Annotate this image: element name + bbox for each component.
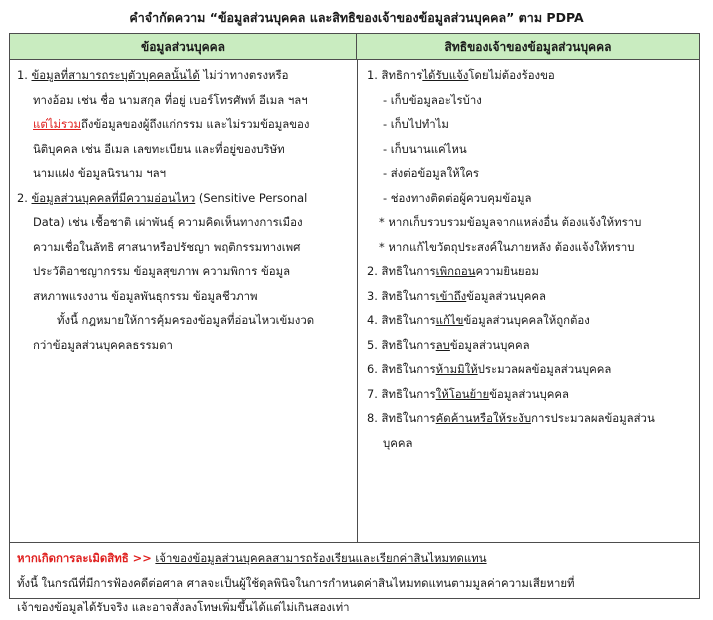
item-1-line-2: ทางอ้อม เช่น ชื่อ นามสกุล ที่อยู่ เบอร์โทรศัพท์ อีเมล ฯลฯ: [33, 92, 308, 107]
item-1-text: ไม่ว่าทางตรงหรือ: [199, 68, 289, 82]
right-5-suffix: ข้อมูลส่วนบุคคล: [449, 337, 530, 352]
right-2-suffix: ความยินยอม: [475, 264, 539, 278]
right-7-keyword: ให้โอนย้าย: [435, 386, 490, 401]
right-2: [367, 259, 695, 284]
right-1-note-1: * หากเก็บรวบรวมข้อมูลจากแหล่งอื่น ต้องแจ้งให้ทราบ: [379, 215, 642, 229]
item-2-line-4: ประวัติอาชญากรรม ข้อมูลสุขภาพ ความพิการ ข้อมูล: [33, 264, 291, 278]
right-1-suffix: โดยไม่ต้องร้องขอ: [468, 68, 555, 82]
right-2-prefix: 2. สิทธิในการ: [367, 264, 436, 278]
right-6: [367, 357, 695, 382]
right-5-prefix: 5. สิทธิในการ: [367, 337, 436, 352]
pdpa-table: [9, 33, 700, 614]
footer-divider: [10, 542, 699, 543]
exclusion-label: แต่ไม่รวม: [33, 117, 81, 131]
column-divider: [357, 60, 358, 542]
footer-line-3: เจ้าของข้อมูลได้รับจริง และอาจสั่งลงโทษเพิ่มขึ้นได้แต่ไม่เกินสองเท่า: [17, 600, 350, 614]
item-1-line-5: นามแฝง ข้อมูลนิรนาม ฯลฯ: [33, 166, 166, 180]
right-4-prefix: 4. สิทธิในการ: [367, 313, 436, 327]
right-6-prefix: 6. สิทธิในการ: [367, 362, 436, 376]
right-6-keyword: ห้ามมิให้: [435, 362, 478, 376]
right-1-note-2: * หากแก้ไขวัตถุประสงค์ในภายหลัง ต้องแจ้งให้ทราบ: [379, 239, 635, 254]
item-2-text: (Sensitive Personal: [195, 190, 308, 205]
exclusion-text: ถึงข้อมูลของผู้ถึงแก่กรรม และไม่รวมข้อมูลของ: [81, 117, 310, 131]
right-1-sub-5: - ช่องทางติดต่อผู้ควบคุมข้อมูล: [383, 190, 532, 205]
right-7-prefix: 7. สิทธิในการ: [367, 386, 436, 401]
right-8-prefix: 8. สิทธิในการ: [367, 411, 436, 425]
right-3-prefix: 3. สิทธิในการ: [367, 288, 436, 303]
right-5-keyword: ลบ: [435, 337, 450, 352]
right-8-line-2: บุคคล: [383, 435, 413, 450]
item-2-line-3: ความเชื่อในลัทธิ ศาสนาหรือปรัชญา พฤติกรรมทางเพศ: [33, 239, 301, 254]
header-data-owner-rights: สิทธิของเจ้าของข้อมูลส่วนบุคคล: [357, 34, 699, 60]
right-4-suffix: ข้อมูลส่วนบุคคลให้ถูกต้อง: [463, 313, 590, 327]
right-1-sub-3: - เก็บนานแค่ไหน: [383, 141, 467, 156]
right-8: [367, 406, 695, 431]
item-2-line-5: สหภาพแรงงาน ข้อมูลพันธุกรรม ข้อมูลชีวภาพ: [33, 288, 258, 303]
footer-line-1: [17, 546, 697, 571]
right-1-sub-4: - ส่งต่อข้อมูลให้ใคร: [383, 166, 479, 180]
item-1-line-4: นิติบุคคล เช่น อีเมล เลขทะเบียน และที่อยู่ของบริษัท: [33, 141, 285, 156]
footer-section: [17, 546, 697, 620]
footer-line-2: ทั้งนี้ ในกรณีที่มีการฟ้องคดีต่อศาล ศาลจะเป็นผู้ใช้ดุลพินิจในการกำหนดค่าสินไหมทดแทนตามมูลค่าความเสียหายที่: [17, 575, 575, 590]
document-title: คำจำกัดความ “ข้อมูลส่วนบุคคล และสิทธิของเจ้าของข้อมูลส่วนบุคคล” ตาม PDPA: [129, 10, 584, 25]
right-1-prefix: 1. สิทธิการ: [367, 68, 423, 82]
rights-column: [367, 63, 695, 455]
right-4: [367, 308, 695, 333]
right-1-sub-1: - เก็บข้อมูลอะไรบ้าง: [383, 92, 482, 107]
right-8-suffix: การประมวลผลข้อมูลส่วน: [531, 411, 655, 425]
right-6-suffix: ประมวลผลข้อมูลส่วนบุคคล: [477, 362, 612, 376]
right-7-suffix: ข้อมูลส่วนบุคคล: [489, 386, 569, 401]
right-1-sub-2: - เก็บไปทำไม: [383, 117, 449, 131]
right-3-keyword: เข้าถึง: [435, 288, 467, 303]
personal-data-column: [17, 63, 349, 357]
item-1-number: 1.: [17, 68, 32, 82]
item-2-heading: ข้อมูลส่วนบุคคลที่มีความอ่อนไหว: [31, 190, 196, 205]
right-7: [367, 382, 695, 407]
right-3-suffix: ข้อมูลส่วนบุคคล: [466, 288, 546, 303]
right-2-keyword: เพิกถอน: [435, 264, 476, 278]
header-personal-data: ข้อมูลส่วนบุคคล: [10, 34, 357, 60]
complaint-text: เจ้าของข้อมูลส่วนบุคคลสามารถร้องเรียนและเรียกค่าสินไหมทดแทน: [155, 551, 487, 565]
note-line-2: กว่าข้อมูลส่วนบุคคลธรรมดา: [33, 337, 173, 352]
violation-label: หากเกิดการละเมิดสิทธิ >>: [17, 551, 152, 565]
right-5: [367, 333, 695, 358]
note-line-1: ทั้งนี้ กฎหมายให้การคุ้มครองข้อมูลที่อ่อนไหวเข้มงวด: [57, 313, 315, 327]
right-1: [367, 63, 695, 88]
item-1-heading: ข้อมูลที่สามารถระบุตัวบุคคลนั้นได้: [31, 68, 200, 82]
item-2-number: 2.: [17, 190, 32, 205]
right-1-keyword: ได้รับแจ้ง: [422, 68, 469, 82]
item-2-line-1: [17, 186, 349, 211]
right-8-keyword: คัดค้านหรือให้ระงับ: [435, 411, 532, 425]
item-1-line-1: [17, 63, 349, 88]
right-3: [367, 284, 695, 309]
item-1-line-3: [17, 112, 349, 137]
item-2-line-2: Data) เช่น เชื้อชาติ เผ่าพันธุ์ ความคิดเห็นทางการเมือง: [33, 215, 303, 229]
right-4-keyword: แก้ไข: [435, 313, 464, 327]
